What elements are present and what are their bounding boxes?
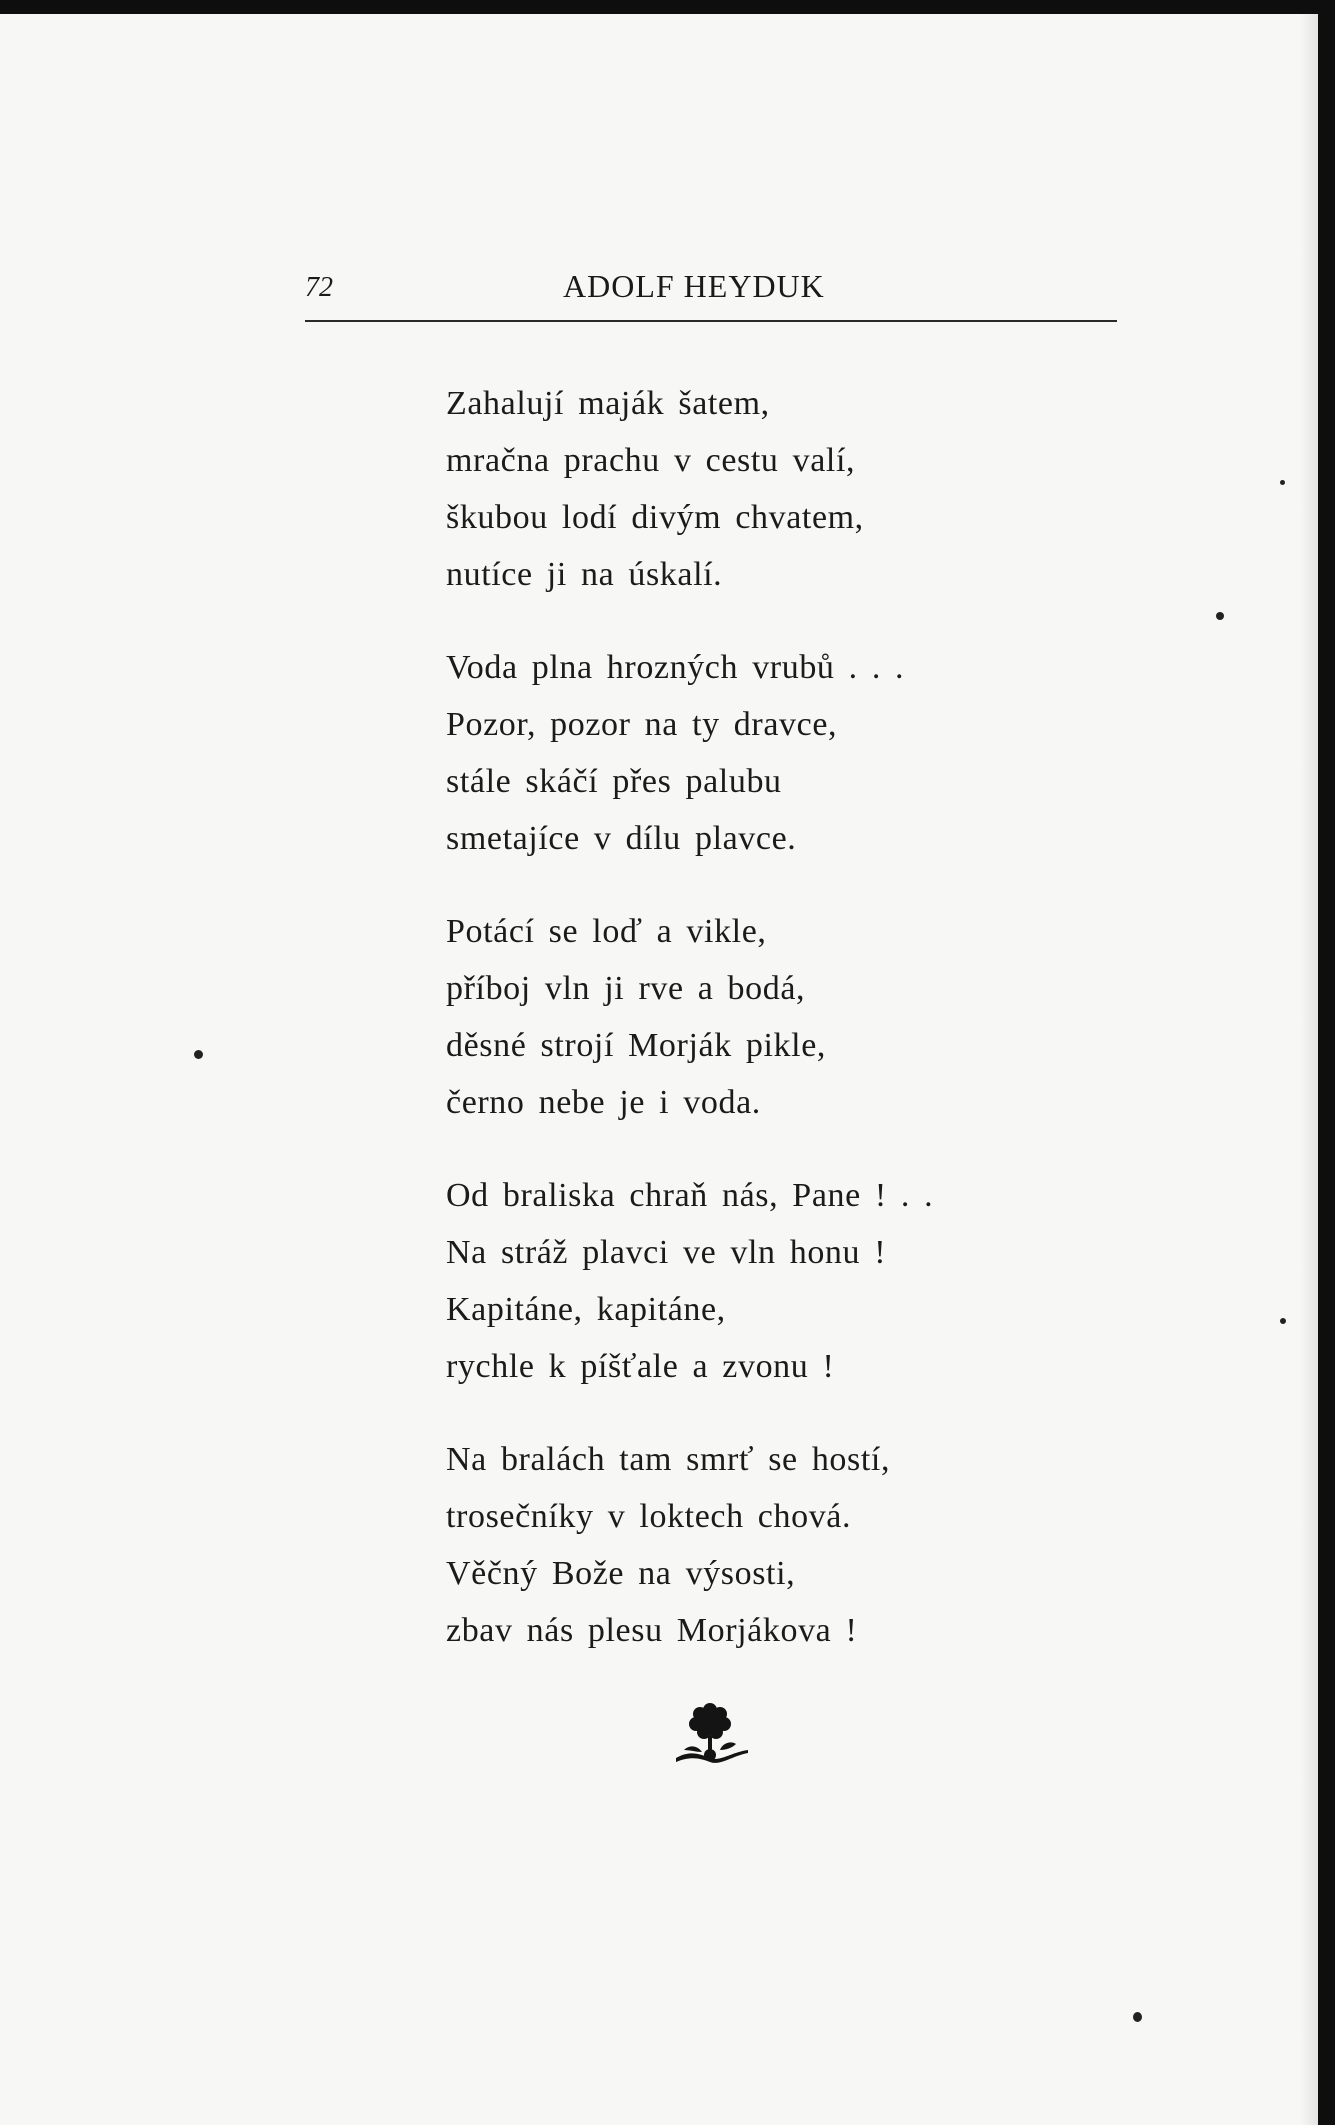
poem-line: Pozor, pozor na ty dravce,: [446, 706, 838, 743]
dust-speck: [1280, 1318, 1286, 1324]
dust-speck: [194, 1050, 203, 1059]
poem-line: Voda plna hrozných vrubů . . .: [446, 649, 905, 686]
dust-speck: [1280, 480, 1285, 485]
poem-line: Zahalují maják šatem,: [446, 385, 770, 422]
running-head: ADOLF HEYDUK: [563, 268, 825, 304]
poem-line: mračna prachu v cestu valí,: [446, 442, 856, 479]
poem-line: děsné strojí Morják pikle,: [446, 1027, 826, 1064]
poem-line: Od braliska chraň nás, Pane ! . .: [446, 1177, 934, 1214]
dust-speck: [1216, 612, 1224, 620]
poem-line: Potácí se loď a vikle,: [446, 913, 767, 950]
poem-line: Věčný Bože na výsosti,: [446, 1555, 796, 1592]
header-rule: [305, 320, 1117, 322]
poem-line: příboj vln ji rve a bodá,: [446, 970, 806, 1007]
stanza: [446, 375, 1086, 603]
stanza: [446, 1167, 1086, 1395]
poem-line: Na bralách tam smrť se hostí,: [446, 1441, 891, 1478]
page-edge-shadow: [1300, 14, 1318, 2125]
poem-line: černo nebe je i voda.: [446, 1084, 761, 1121]
stanza: [446, 639, 1086, 867]
poem-line: stále skáčí přes palubu: [446, 763, 782, 800]
poem-line: rychle k píšťale a zvonu !: [446, 1348, 835, 1385]
poem-line: smetajíce v dílu plavce.: [446, 820, 797, 857]
poem-line: nutíce ji na úskalí.: [446, 556, 723, 593]
poem: [446, 375, 1086, 1695]
poem-line: trosečníky v loktech chová.: [446, 1498, 852, 1535]
stanza: [446, 1431, 1086, 1659]
poem-line: Kapitáne, kapitáne,: [446, 1291, 726, 1328]
flower-ornament-icon: [670, 1700, 752, 1770]
poem-line: škubou lodí divým chvatem,: [446, 499, 864, 536]
page-number: 72: [305, 272, 333, 303]
poem-line: Na stráž plavci ve vln honu !: [446, 1234, 887, 1271]
stanza: [446, 903, 1086, 1131]
page-header: [305, 268, 1115, 318]
dust-speck: [1133, 2012, 1142, 2022]
poem-line: zbav nás plesu Morjákova !: [446, 1612, 858, 1649]
